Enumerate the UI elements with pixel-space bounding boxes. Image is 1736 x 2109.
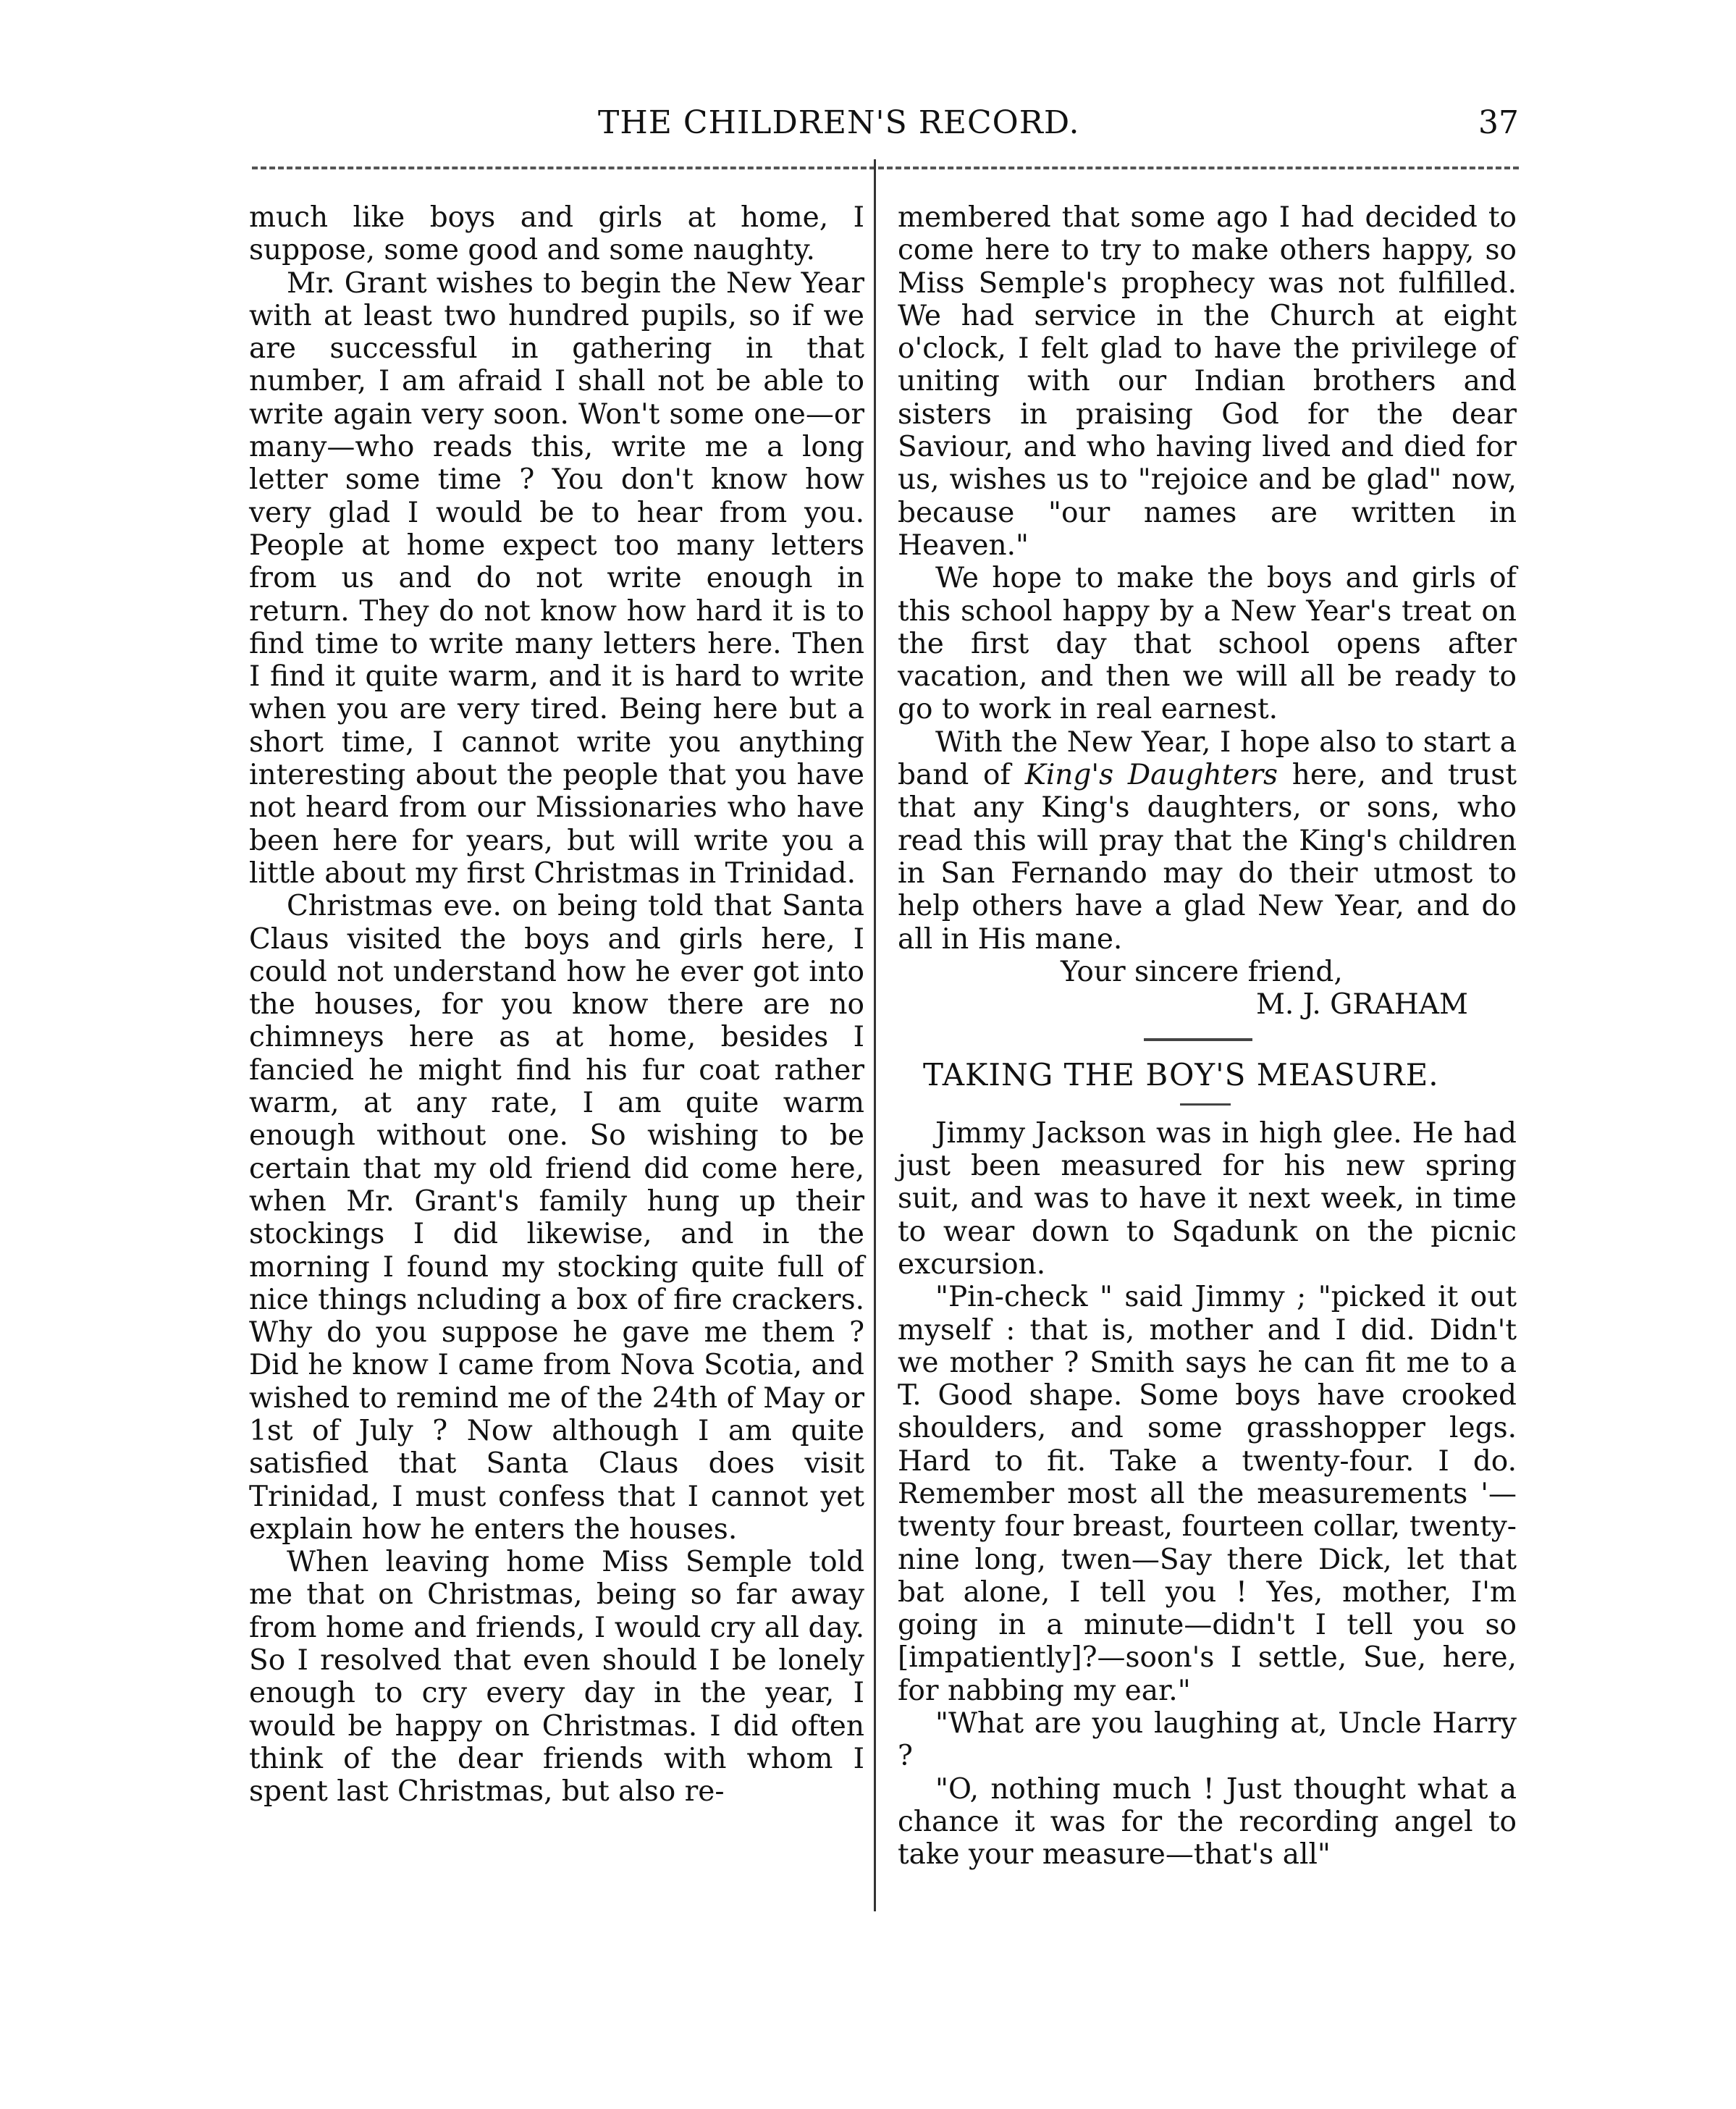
running-header-title: THE CHILDREN'S RECORD.: [598, 104, 1080, 141]
header-rule: [252, 167, 1519, 169]
paragraph: Christmas eve. on being told that Santa Claus visited the boys and girls here, I could not understand how he ever got into the houses, for you know there are no chimneys here as at home, besides I fancied he might find his fur coat rather warm, at any rate, I am quite warm enough without one. So wishing to be certain that my old friend did come here, when Mr. Grant's family hung up their stockings I did likewise, and in the morning I found my stocking quite full of nice things ncluding a box of fire crackers. Why do you suppose he gave me them ? Did he know I came from Nova Scotia, and wished to remind me of the 24th of May or 1st of July ? Now although I am quite satisfied that Santa Claus does visit Trinidad, I must confess that I cannot yet explain how he enters the houses.: [249, 890, 864, 1546]
paragraph: membered that some ago I had decided to come here to try to make others happy, so Miss Semple's prophecy was not fulfilled. We had service in the Church at eight o'clock, I felt glad to have the privilege of uniting with our Indian brothers and sisters in praising God for the dear Saviour, and who having lived and died for us, wishes us to "rejoice and be glad" now, because "our names are written in Heaven.": [898, 201, 1517, 562]
column-divider: [874, 159, 876, 1911]
title-divider: [1180, 1103, 1231, 1106]
paragraph: much like boys and girls at home, I suppose, some good and some naughty.: [249, 201, 864, 267]
section-title: TAKING THE BOY'S MEASURE.: [923, 1057, 1439, 1093]
paragraph: We hope to make the boys and girls of this school happy by a New Year's treat on the first day that school opens after vacation, and then we will all be ready to go to work in real earnest.: [898, 562, 1517, 726]
paragraph: "O, nothing much ! Just thought what a chance it was for the recording angel to take your measure—that's all": [898, 1772, 1517, 1872]
page-number: 37: [1478, 104, 1519, 141]
paragraph: "Pin-check " said Jimmy ; "picked it out myself : that is, mother and I did. Didn't we mother ? Smith says he can fit me to a T. Good shape. Some boys have crooked shoulders, and some grasshopper legs. Hard to fit. Take a twenty-four. I do. Remember most all the measurements '—twenty four breast, fourteen collar, twenty-nine long, twen—Say there Dick, let that bat alone, I tell you ! Yes, mother, I'm going in a minute—didn't I tell you so [impatiently]?—soon's I settle, Sue, here, for nabbing my ear.": [898, 1281, 1517, 1707]
signature-name: M. J. GRAHAM: [1256, 988, 1468, 1022]
italic-text: King's Daughters: [1024, 759, 1278, 792]
right-column: [898, 201, 1517, 1872]
left-column: [249, 201, 864, 1809]
paragraph: Mr. Grant wishes to begin the New Year with at least two hundred pupils, so if we are successful in gathering in that number, I am afraid I shall not be able to write again very soon. Won't some one—or many—who reads this, write me a long letter some time ? You don't know how very glad I would be to hear from you. People at home expect too many letters from us and do not write enough in return. They do not know how hard it is to find time to write many letters here. Then I find it quite warm, and it is hard to write when you are very tired. Being here but a short time, I cannot write you anything interesting about the people that you have not heard from our Missionaries who have been here for years, but will write you a little about my first Christmas in Trinidad.: [249, 266, 864, 890]
paragraph-text: With the New Year, I hope also to start a band of: [898, 725, 1517, 792]
paragraph-text: here, and trust that any King's daughters, or sons, who read this will pray that the King's children in San Fernando may do their utmost to help others have a glad New Year, and do all in His mane.: [898, 759, 1517, 956]
signature-closing: Your sincere friend,: [1061, 955, 1343, 988]
paragraph: Jimmy Jackson was in high glee. He had just been measured for his new spring suit, and was to have it next week, in time to wear down to Sqadunk on the picnic excursion.: [898, 1116, 1517, 1281]
paragraph: [898, 726, 1517, 956]
paragraph: "What are you laughing at, Uncle Harry ?: [898, 1707, 1517, 1773]
section-divider: [1144, 1038, 1252, 1041]
paragraph: When leaving home Miss Semple told me that on Christmas, being so far away from home and friends, I would cry all day. So I resolved that even should I be lonely enough to cry every day in the year, I would be happy on Christmas. I did often think of the dear friends with whom I spent last Christmas, but also re-: [249, 1546, 864, 1809]
